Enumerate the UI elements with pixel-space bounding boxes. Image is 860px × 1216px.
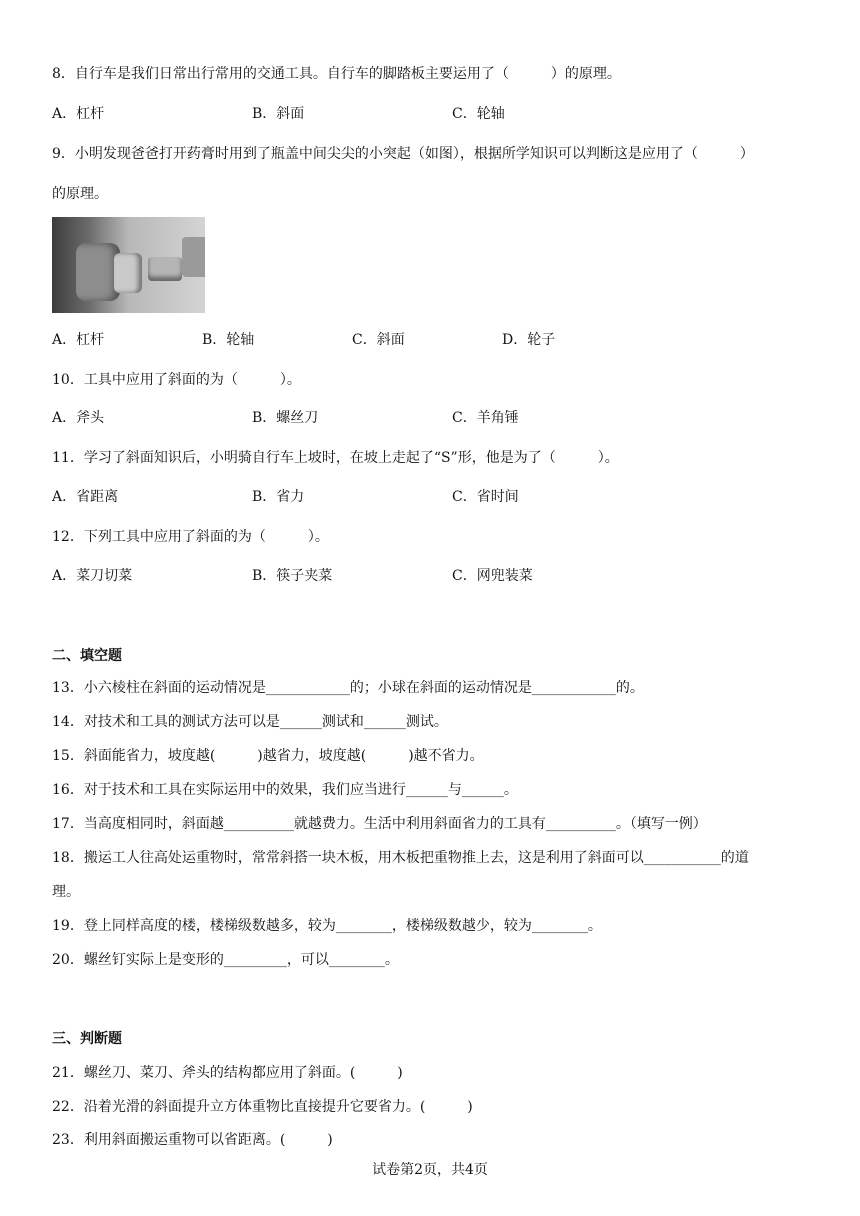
question-13: 13．小六棱柱在斜面的运动情况是____________的；小球在斜面的运动情况是____________的。 bbox=[52, 680, 644, 696]
q8-option-c: C．轮轴 bbox=[452, 106, 505, 122]
question-17: 17．当高度相同时，斜面越__________就越费力。生活中利用斜面省力的工具有__________。（填写一例） bbox=[52, 816, 707, 832]
question-20: 20．螺丝钉实际上是变形的_________，可以________。 bbox=[52, 952, 399, 968]
q12-option-b: B．筷子夹菜 bbox=[252, 568, 333, 584]
question-21: 21．螺丝刀、菜刀、斧头的结构都应用了斜面。( ) bbox=[52, 1065, 403, 1081]
question-23: 23．利用斜面搬运重物可以省距离。( ) bbox=[52, 1132, 333, 1148]
q11-option-c: C．省时间 bbox=[452, 489, 519, 505]
question-16: 16．对于技术和工具在实际运用中的效果，我们应当进行______与______。 bbox=[52, 782, 518, 798]
q10-option-c: C．羊角锤 bbox=[452, 410, 519, 426]
q10-option-a: A．斧头 bbox=[52, 410, 105, 426]
question-10: 10．工具中应用了斜面的为（ ）。 bbox=[52, 372, 301, 388]
question-9-continued: 的原理。 bbox=[52, 186, 108, 202]
q8-option-b: B．斜面 bbox=[252, 106, 305, 122]
question-15: 15．斜面能省力，坡度越( )越省力，坡度越( )越不省力。 bbox=[52, 748, 484, 764]
nozzle-shape bbox=[148, 257, 182, 281]
q11-option-a: A．省距离 bbox=[52, 489, 119, 505]
q12-option-a: A．菜刀切菜 bbox=[52, 568, 133, 584]
question-12: 12．下列工具中应用了斜面的为（ ）。 bbox=[52, 529, 329, 545]
section-fill-in-title: 二、填空题 bbox=[52, 648, 122, 664]
q9-option-b: B．轮轴 bbox=[202, 332, 255, 348]
tube-shape bbox=[182, 237, 205, 277]
q9-option-a: A．杠杆 bbox=[52, 332, 105, 348]
q12-option-c: C．网兜装菜 bbox=[452, 568, 533, 584]
question-8: 8．自行车是我们日常出行常用的交通工具。自行车的脚踏板主要运用了（ ）的原理。 bbox=[52, 66, 621, 82]
cap-tip-shape bbox=[114, 253, 142, 293]
question-18: 18．搬运工人往高处运重物时，常常斜搭一块木板，用木板把重物推上去，这是利用了斜面可以___________的道 bbox=[52, 850, 749, 866]
question-18-continued: 理。 bbox=[52, 884, 80, 900]
q9-option-c: C．斜面 bbox=[352, 332, 405, 348]
question-11: 11．学习了斜面知识后，小明骑自行车上坡时，在坡上走起了“S”形，他是为了（ ）。 bbox=[52, 450, 619, 466]
q11-option-b: B．省力 bbox=[252, 489, 305, 505]
ointment-cap-photo bbox=[52, 217, 205, 313]
question-9: 9．小明发现爸爸打开药膏时用到了瓶盖中间尖尖的小突起（如图），根据所学知识可以判断这是应用了（ ） bbox=[52, 146, 754, 162]
q10-option-b: B．螺丝刀 bbox=[252, 410, 319, 426]
q9-option-d: D．轮子 bbox=[502, 332, 556, 348]
question-14: 14．对技术和工具的测试方法可以是______测试和______测试。 bbox=[52, 714, 448, 730]
q8-option-a: A．杠杆 bbox=[52, 106, 105, 122]
section-true-false-title: 三、判断题 bbox=[52, 1031, 122, 1047]
question-22: 22．沿着光滑的斜面提升立方体重物比直接提升它要省力。( ) bbox=[52, 1099, 473, 1115]
page-footer: 试卷第2页，共4页 bbox=[372, 1162, 488, 1178]
question-19: 19．登上同样高度的楼，楼梯级数越多，较为________，楼梯级数越少，较为________。 bbox=[52, 918, 602, 934]
